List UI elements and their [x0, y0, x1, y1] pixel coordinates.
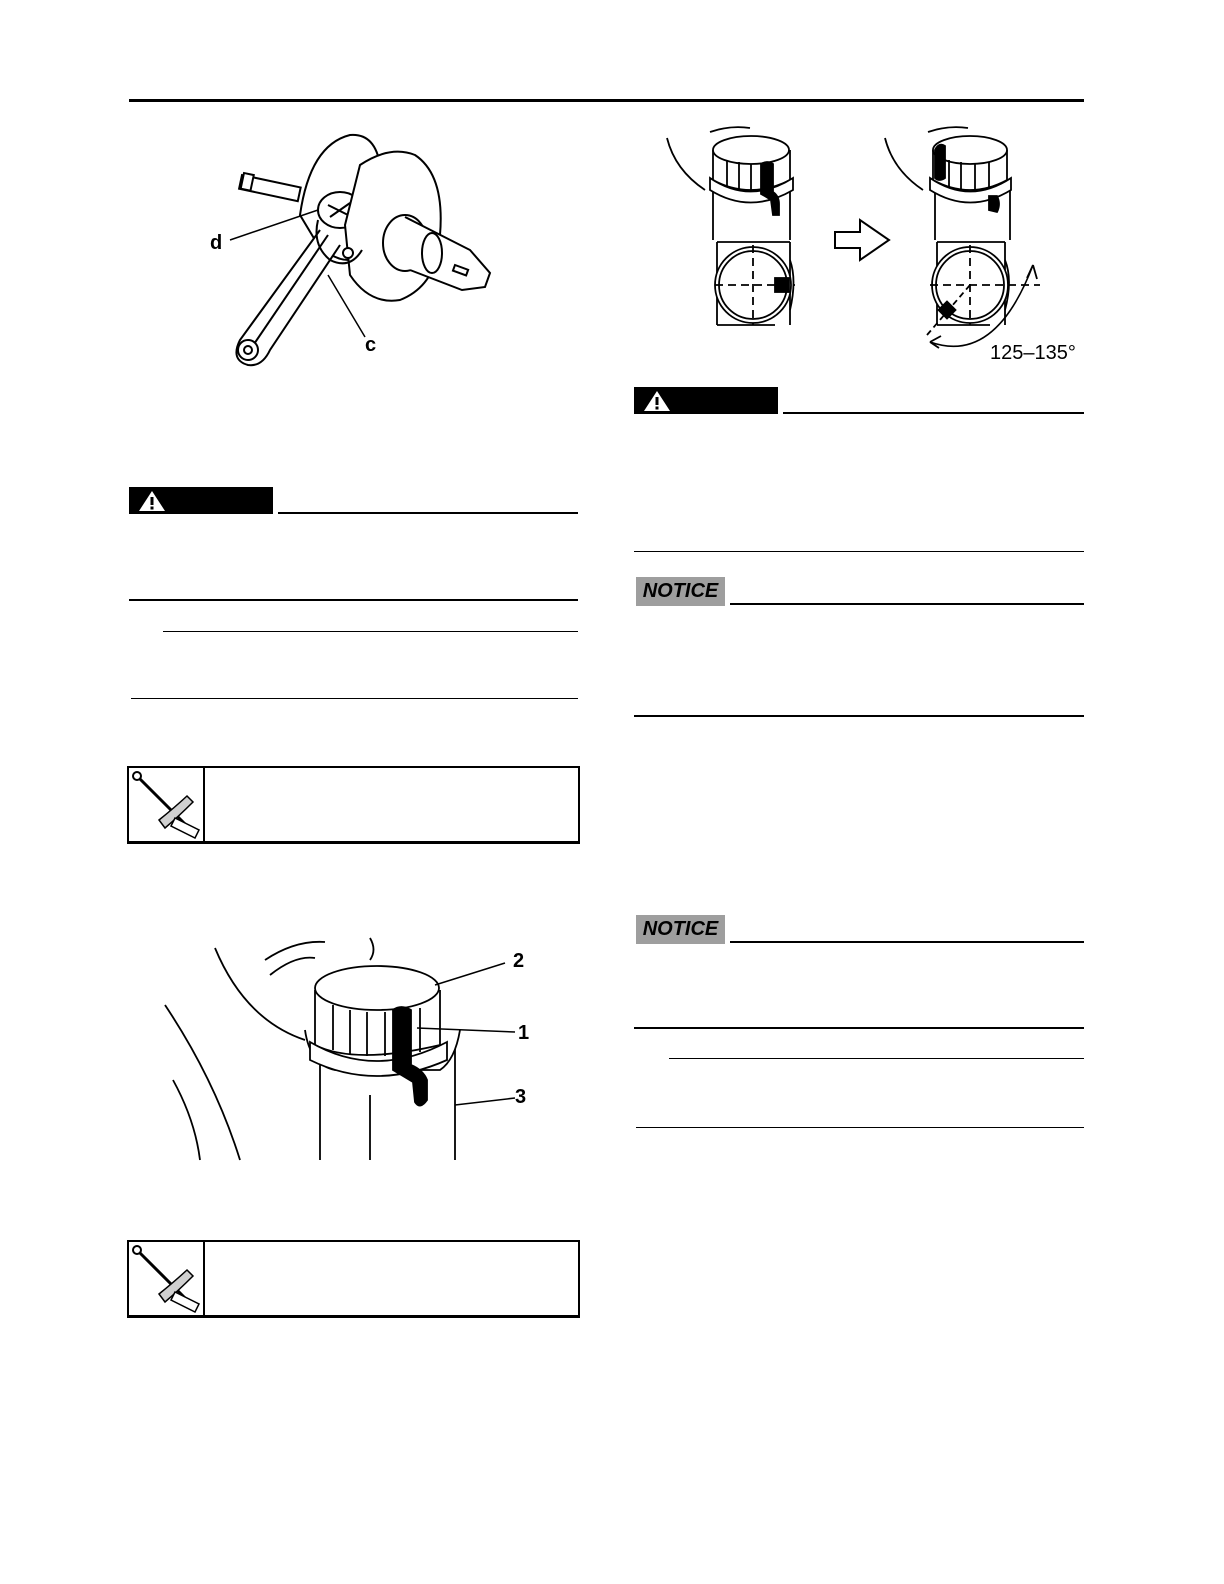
callout-2: 2 — [513, 950, 525, 972]
tip-header-rule — [163, 631, 578, 632]
torque-spec-box-2 — [127, 1240, 580, 1318]
notice-1-header-rule — [730, 603, 1084, 605]
warning-triangle-icon — [137, 489, 167, 513]
tip-footer-rule — [131, 698, 578, 699]
notice-1-footer-rule — [634, 715, 1084, 717]
callout-3: 3 — [515, 1086, 527, 1108]
torque-wrench-icon — [129, 1242, 205, 1315]
callout-d: d — [210, 232, 223, 254]
notice-badge-2: NOTICE — [636, 915, 725, 944]
warning-badge-right — [634, 387, 778, 414]
notice-2-header-rule — [730, 941, 1084, 943]
callout-c: c — [365, 334, 377, 356]
warning-badge — [129, 487, 273, 514]
header-rule — [129, 99, 1084, 102]
callout-1: 1 — [518, 1022, 530, 1044]
warning-header-rule — [278, 512, 578, 514]
torque-spec-box-1 — [127, 766, 580, 844]
tip-right-header-rule — [669, 1058, 1084, 1059]
rod-cap-illustration — [155, 930, 545, 1165]
tip-right-footer-rule — [636, 1127, 1084, 1128]
angle-label: 125–135° — [990, 342, 1076, 364]
crankshaft-illustration — [200, 125, 520, 385]
warning-triangle-icon — [642, 389, 672, 413]
warning-right-footer-rule — [634, 551, 1084, 552]
warning-footer-rule — [129, 599, 578, 601]
torque-wrench-icon — [129, 768, 205, 841]
warning-right-header-rule — [783, 412, 1084, 414]
notice-badge-1: NOTICE — [636, 577, 725, 606]
notice-2-footer-rule — [634, 1027, 1084, 1029]
alignment-illustration — [655, 120, 1085, 370]
